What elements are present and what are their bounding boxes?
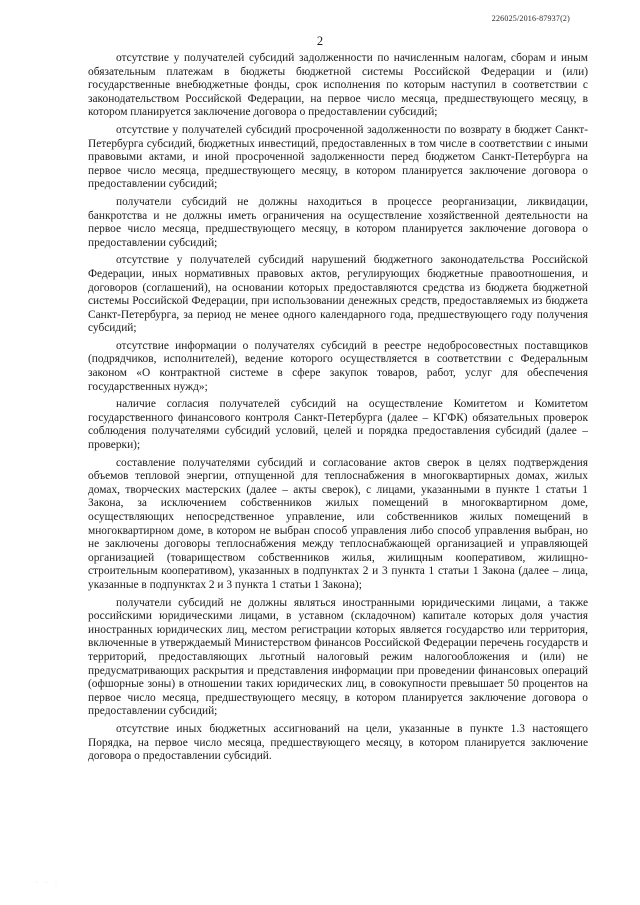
page-number: 2 [316, 34, 324, 48]
document-registration-number: 226025/2016-87937(2) [491, 14, 570, 23]
paragraph-tax-debt: отсутствие у получателей субсидий задолженности по начисленным налогам, сборам и иным обязательным платежам в бюджеты бюджетной системы Российской Федерации и (или) государственные внебюджетные фонды, срок исполнения по которым наступил в соответствии с законодательством Российской Федерации, на первое число месяца, предшествующего месяцу, в котором планируется заключение договора о предоставлении субсидий; [88, 52, 588, 119]
paragraph-other-allocations: отсутствие иных бюджетных ассигнований на цели, указанные в пункте 1.3 настоящего Порядка, на первое число месяца, предшествующего месяцу, в котором планируется заключение договора о предоставлении субсидий. [88, 722, 588, 763]
paragraph-foreign-entities: получатели субсидий не должны являться иностранными юридическими лицами, а также российскими юридическими лицами, в уставном (складочном) капитале которых доля участия иностранных юридических лиц, местом регистрации которых является государство или территория, включенные в утверждаемый Министерством финансов Российской Федерации перечень государств и территорий, предоставляющих льготный налоговый режим налогообложения и (или) не предусматривающих раскрытия и представления информации при проведении финансовых операций (офшорные зоны) в отношении таких юридических лиц, в совокупности превышает 50 процентов на первое число месяца, предшествующего месяцу, в котором планируется заключение договора о предоставлении субсидий; [88, 596, 588, 718]
scan-artifact: · · · [36, 880, 60, 886]
paragraph-audit-consent: наличие согласия получателей субсидий на осуществление Комитетом и Комитетом государственного финансового контроля Санкт-Петербурга (далее – КГФК) обязательных проверок соблюдения получателями субсидий условий, целей и порядка предоставления субсидий (далее – проверки); [88, 398, 588, 452]
document-body [88, 52, 588, 768]
paragraph-unfair-suppliers: отсутствие информации о получателях субсидий в реестре недобросовестных поставщиков (подрядчиков, исполнителей), ведение которого осуществляется в соответствии с Федеральным законом «О контрактной системе в сфере закупок товаров, работ, услуг для обеспечения государственных нужд»; [88, 339, 588, 393]
paragraph-budget-violations: отсутствие у получателей субсидий нарушений бюджетного законодательства Российской Федерации, иных нормативных правовых актов, регулирующих бюджетные правоотношения, и договоров (соглашений), на основании которых предоставляются средства из бюджета бюджетной системы Российской Федерации, при использовании денежных средств, предоставляемых из бюджета Санкт-Петербурга, за период не менее одного календарного года, предшествующего году получения субсидий; [88, 254, 588, 335]
paragraph-reorganization: получатели субсидий не должны находиться в процессе реорганизации, ликвидации, банкротства и не должны иметь ограничения на осуществление хозяйственной деятельности на первое число месяца, предшествующего месяцу, в котором планируется заключение договора о предоставлении субсидий; [88, 195, 588, 249]
paragraph-overdue-debt: отсутствие у получателей субсидий просроченной задолженности по возврату в бюджет Санкт-Петербурга субсидий, бюджетных инвестиций, предоставленных в том числе в соответствии с иными правовыми актами, и иной просроченной задолженности перед бюджетом Санкт-Петербурга на первое число месяца, предшествующего месяцу, в котором планируется заключение договора о предоставлении субсидий; [88, 123, 588, 191]
paragraph-reconciliation-acts: составление получателями субсидий и согласование актов сверок в целях подтверждения объемов тепловой энергии, отпущенной для теплоснабжения в многоквартирных домах, жилых домах, творческих мастерских (далее – акты сверок), с лицами, указанными в пункте 1 статьи 1 Закона, за исключением собственников жилых помещений в многоквартирном доме, осуществляющих непосредственное управление, или собственников жилых помещений в многоквартирном доме, в котором не выбран способ управления либо способ управления выбран, но не заключены договоры теплоснабжения между теплоснабжающей организацией и управляющей организацией (товариществом собственников жилья, жилищным кооперативом, жилищно-строительным кооперативом), указанных в подпунктах 2 и 3 пункта 1 статьи 1 Закона (далее – лица, указанные в подпунктах 2 и 3 пункта 1 статьи 1 Закона); [88, 456, 588, 591]
